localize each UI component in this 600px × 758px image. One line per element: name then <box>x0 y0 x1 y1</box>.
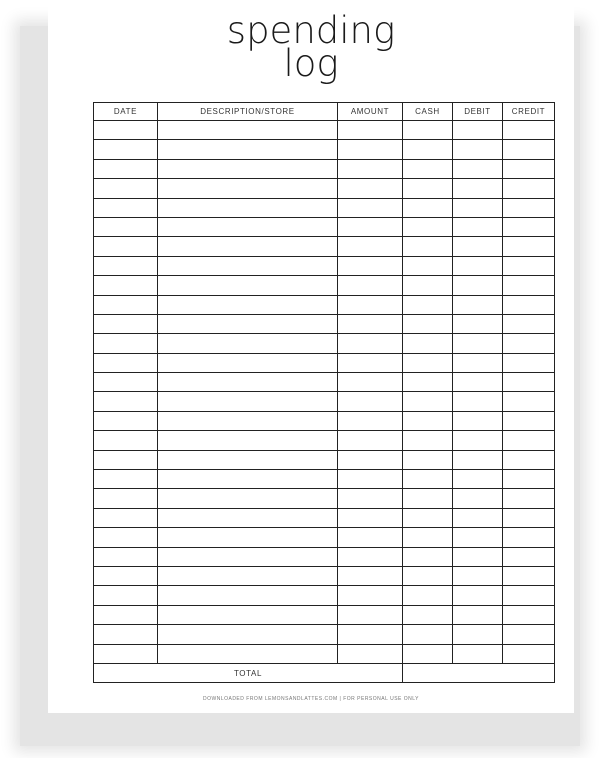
table-cell <box>158 256 338 275</box>
table-cell <box>94 237 158 256</box>
table-cell <box>338 450 403 469</box>
table-row <box>94 179 555 198</box>
table-cell <box>503 605 555 624</box>
table-cell <box>503 392 555 411</box>
table-cell <box>158 431 338 450</box>
table-cell <box>403 314 453 333</box>
table-cell <box>94 431 158 450</box>
table-cell <box>403 411 453 430</box>
table-row <box>94 159 555 178</box>
table-cell <box>338 295 403 314</box>
table-cell <box>503 217 555 236</box>
table-cell <box>403 373 453 392</box>
table-cell <box>503 644 555 663</box>
table-cell <box>453 256 503 275</box>
table-cell <box>338 198 403 217</box>
column-header-date: DATE <box>94 103 158 121</box>
table-cell <box>453 198 503 217</box>
table-cell <box>403 431 453 450</box>
table-cell <box>338 508 403 527</box>
table-row <box>94 217 555 236</box>
table-row <box>94 528 555 547</box>
total-row <box>94 663 555 682</box>
table-cell <box>338 373 403 392</box>
table-cell <box>503 373 555 392</box>
table-cell <box>403 353 453 372</box>
table-cell <box>338 431 403 450</box>
table-cell <box>94 353 158 372</box>
table-cell <box>503 121 555 140</box>
table-cell <box>453 644 503 663</box>
table-cell <box>158 217 338 236</box>
table-cell <box>453 334 503 353</box>
table-cell <box>158 644 338 663</box>
table-cell <box>158 237 338 256</box>
table-cell <box>503 586 555 605</box>
table-cell <box>503 179 555 198</box>
table-row <box>94 489 555 508</box>
table-cell <box>403 625 453 644</box>
table-cell <box>453 411 503 430</box>
table-cell <box>158 586 338 605</box>
table-cell <box>94 373 158 392</box>
table-cell <box>158 489 338 508</box>
table-row <box>94 237 555 256</box>
table-cell <box>403 198 453 217</box>
table-cell <box>94 586 158 605</box>
total-value-cell <box>403 663 555 682</box>
table-cell <box>403 159 453 178</box>
table-row <box>94 470 555 489</box>
table-cell <box>338 411 403 430</box>
table-cell <box>158 373 338 392</box>
table-cell <box>453 237 503 256</box>
table-row <box>94 392 555 411</box>
table-cell <box>503 353 555 372</box>
table-cell <box>94 198 158 217</box>
table-cell <box>158 198 338 217</box>
table-cell <box>403 605 453 624</box>
table-cell <box>403 334 453 353</box>
table-cell <box>453 295 503 314</box>
table-cell <box>453 179 503 198</box>
table-cell <box>158 392 338 411</box>
table-cell <box>503 140 555 159</box>
table-cell <box>403 276 453 295</box>
table-cell <box>403 121 453 140</box>
table-row <box>94 547 555 566</box>
table-cell <box>503 198 555 217</box>
table-cell <box>94 489 158 508</box>
table-cell <box>94 547 158 566</box>
table-cell <box>338 586 403 605</box>
table-cell <box>503 528 555 547</box>
table-cell <box>158 508 338 527</box>
table-row <box>94 625 555 644</box>
table-cell <box>338 528 403 547</box>
table-cell <box>158 450 338 469</box>
table-cell <box>94 450 158 469</box>
table-cell <box>338 314 403 333</box>
table-cell <box>403 140 453 159</box>
table-cell <box>503 470 555 489</box>
table-cell <box>403 217 453 236</box>
table-cell <box>503 159 555 178</box>
table-row <box>94 566 555 585</box>
table-cell <box>338 121 403 140</box>
table-cell <box>158 353 338 372</box>
table-cell <box>338 140 403 159</box>
table-header-row <box>94 103 555 121</box>
page-title <box>48 9 574 85</box>
table-cell <box>158 159 338 178</box>
table-cell <box>158 334 338 353</box>
spending-log-table <box>93 102 555 683</box>
table-row <box>94 450 555 469</box>
table-cell <box>338 566 403 585</box>
table-cell <box>403 295 453 314</box>
table-cell <box>503 547 555 566</box>
table-cell <box>453 605 503 624</box>
table-cell <box>94 140 158 159</box>
table-cell <box>338 217 403 236</box>
table-cell <box>158 566 338 585</box>
table-cell <box>94 625 158 644</box>
table-cell <box>158 625 338 644</box>
table-cell <box>158 276 338 295</box>
table-cell <box>338 237 403 256</box>
table-cell <box>503 276 555 295</box>
table-cell <box>94 392 158 411</box>
table-cell <box>94 566 158 585</box>
column-header-debit: DEBIT <box>453 103 503 121</box>
table-cell <box>94 159 158 178</box>
table-cell <box>453 431 503 450</box>
total-label: TOTAL <box>94 663 403 682</box>
table-cell <box>403 237 453 256</box>
printable-sheet <box>48 0 574 713</box>
table-row <box>94 140 555 159</box>
table-cell <box>338 353 403 372</box>
table-cell <box>453 508 503 527</box>
table-cell <box>503 256 555 275</box>
table-cell <box>503 295 555 314</box>
table-cell <box>453 373 503 392</box>
table-cell <box>453 140 503 159</box>
table-cell <box>403 392 453 411</box>
table-cell <box>403 450 453 469</box>
table-cell <box>403 489 453 508</box>
table-cell <box>453 489 503 508</box>
column-header-amount: AMOUNT <box>338 103 403 121</box>
table-cell <box>453 586 503 605</box>
column-header-credit: CREDIT <box>503 103 555 121</box>
table-cell <box>158 121 338 140</box>
table-cell <box>94 605 158 624</box>
table-cell <box>453 392 503 411</box>
table-cell <box>403 179 453 198</box>
table-row <box>94 256 555 275</box>
table-cell <box>94 256 158 275</box>
table-cell <box>453 217 503 236</box>
table-cell <box>403 586 453 605</box>
table-cell <box>503 334 555 353</box>
table-cell <box>338 256 403 275</box>
table-cell <box>503 489 555 508</box>
table-cell <box>453 121 503 140</box>
column-header-cash: CASH <box>403 103 453 121</box>
table-row <box>94 198 555 217</box>
table-cell <box>94 528 158 547</box>
table-row <box>94 411 555 430</box>
table-cell <box>94 295 158 314</box>
table-cell <box>158 605 338 624</box>
table-cell <box>158 140 338 159</box>
column-header-description: DESCRIPTION/STORE <box>158 103 338 121</box>
table-cell <box>453 566 503 585</box>
table-cell <box>158 314 338 333</box>
table-cell <box>503 237 555 256</box>
table-cell <box>503 314 555 333</box>
title-line-1: spending <box>226 9 396 52</box>
table-row <box>94 373 555 392</box>
table-cell <box>453 276 503 295</box>
table-cell <box>338 159 403 178</box>
table-cell <box>94 508 158 527</box>
table-cell <box>403 644 453 663</box>
table-cell <box>453 450 503 469</box>
table-cell <box>94 334 158 353</box>
table-cell <box>453 314 503 333</box>
table-cell <box>453 159 503 178</box>
table-cell <box>338 179 403 198</box>
table-cell <box>338 625 403 644</box>
table-cell <box>94 470 158 489</box>
table-row <box>94 353 555 372</box>
table-cell <box>403 508 453 527</box>
table-cell <box>94 314 158 333</box>
table-cell <box>503 625 555 644</box>
table-cell <box>453 625 503 644</box>
table-row <box>94 508 555 527</box>
table-cell <box>503 431 555 450</box>
table-cell <box>94 644 158 663</box>
table-cell <box>338 644 403 663</box>
table-cell <box>338 547 403 566</box>
footer-note: DOWNLOADED FROM LEMONSANDLATTES.COM | FOR PERSONAL USE ONLY <box>202 696 419 702</box>
table-cell <box>338 470 403 489</box>
table-cell <box>338 605 403 624</box>
table-cell <box>403 470 453 489</box>
table-row <box>94 431 555 450</box>
table-cell <box>338 392 403 411</box>
table-cell <box>453 470 503 489</box>
table-cell <box>94 411 158 430</box>
table-cell <box>503 508 555 527</box>
table-cell <box>158 295 338 314</box>
table-cell <box>403 256 453 275</box>
table-cell <box>403 566 453 585</box>
table-cell <box>338 489 403 508</box>
table-cell <box>94 276 158 295</box>
table-row <box>94 276 555 295</box>
title-line-2: log <box>283 42 339 85</box>
table-cell <box>158 179 338 198</box>
table-cell <box>158 528 338 547</box>
table-row <box>94 586 555 605</box>
table-row <box>94 314 555 333</box>
table-cell <box>158 547 338 566</box>
table-cell <box>503 450 555 469</box>
table-cell <box>503 566 555 585</box>
table-row <box>94 121 555 140</box>
table-cell <box>453 528 503 547</box>
table-cell <box>403 528 453 547</box>
table-row <box>94 605 555 624</box>
table-cell <box>158 470 338 489</box>
table-cell <box>503 411 555 430</box>
table-cell <box>453 353 503 372</box>
table-row <box>94 334 555 353</box>
table-body <box>94 121 555 664</box>
table-cell <box>94 121 158 140</box>
table-cell <box>403 547 453 566</box>
table-cell <box>338 276 403 295</box>
table-row <box>94 644 555 663</box>
table-cell <box>158 411 338 430</box>
table-cell <box>94 179 158 198</box>
table-row <box>94 295 555 314</box>
table-cell <box>453 547 503 566</box>
table-cell <box>94 217 158 236</box>
table-cell <box>338 334 403 353</box>
